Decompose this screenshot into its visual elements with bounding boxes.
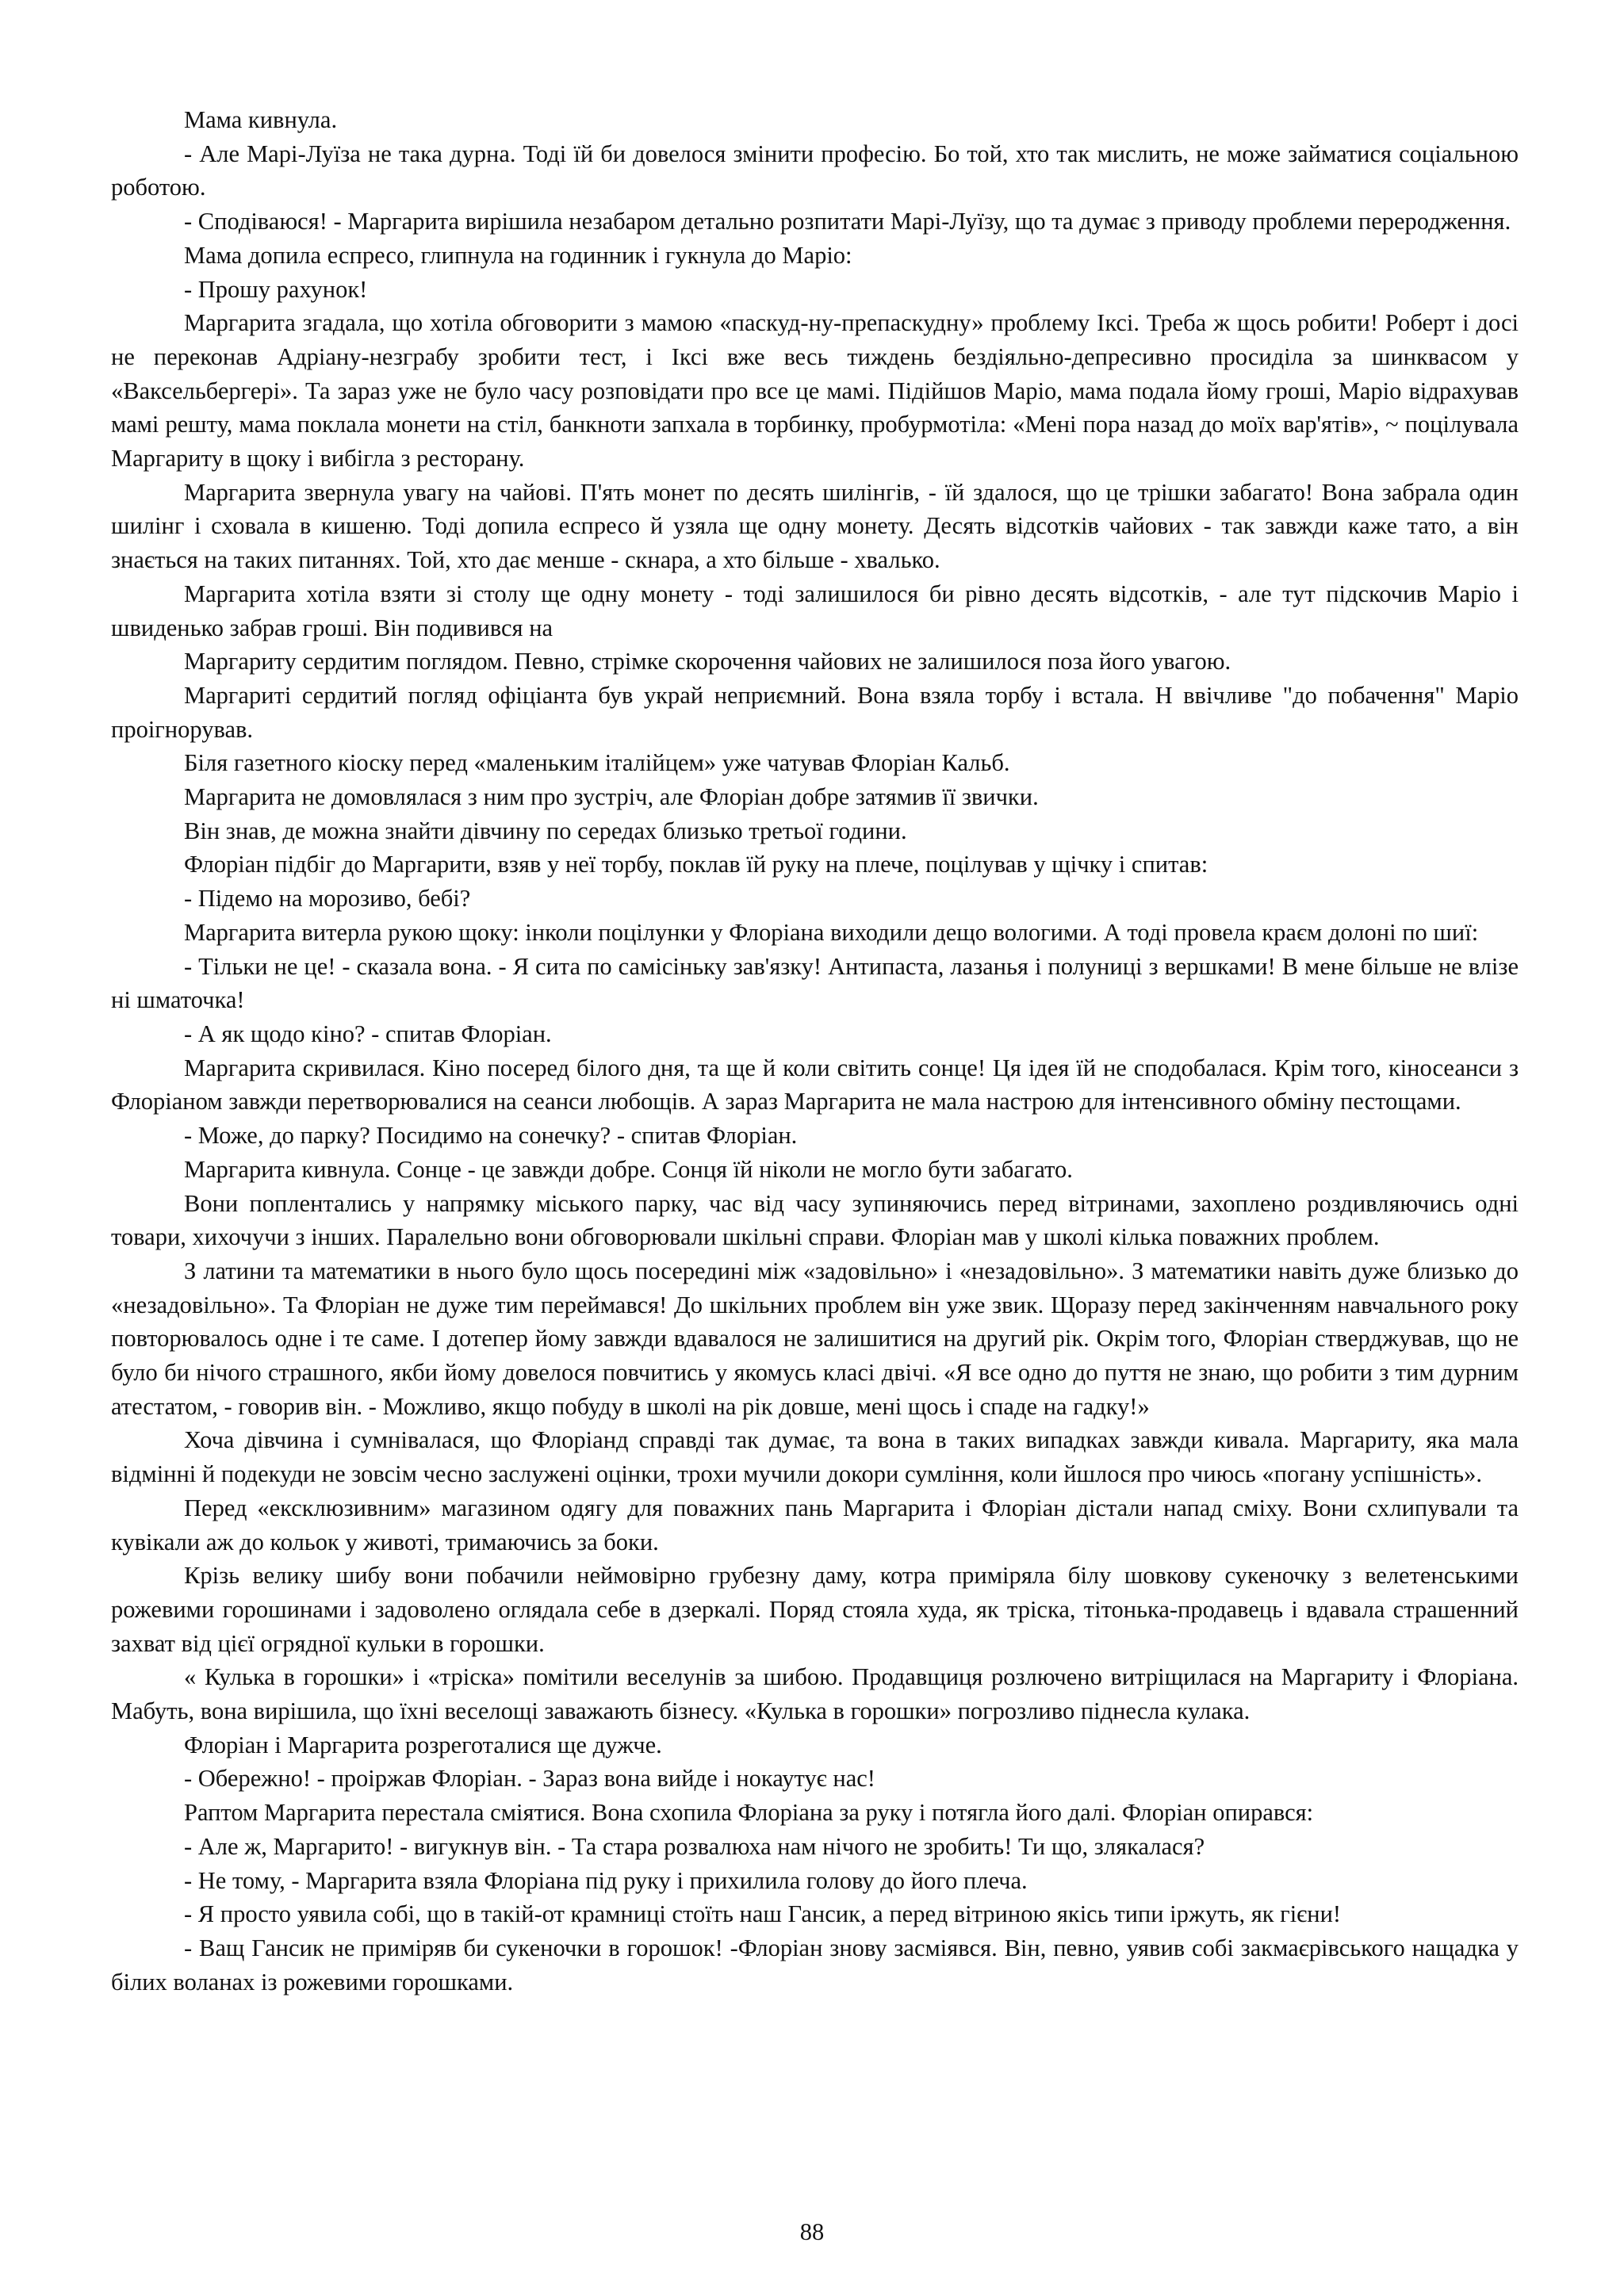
paragraph: - Я просто уявила собі, що в такій-от крамниці стоїть наш Гансик, а перед вітриною якісь типи іржуть, як гієни! <box>184 1900 1342 1928</box>
paragraph: Маргарита згадала, що хотіла обговорити з мамою «паскуд-ну-препаскудну» проблему Іксі. Треба ж щось робити! Роберт і досі не переконав Адріану-незграбу зробити тест, і Іксі вже весь тиждень бездіяльно-депресивно просиділа за шинквасом у «Ваксельбергері». Та зараз уже не було часу розповідати про все це мамі. Підійшов Маріо, мама подала йому гроші, Маріо відрахував мамі решту, мама поклала монети на стіл, банкноти запхала в торбинку, пробурмотіла: «Мені пора назад до моїх вар'ятів», ~ поцілувала Маргариту в щоку і вибігла з ресторану. <box>111 309 1519 473</box>
paragraph: Вони поплентались у напрямку міського парку, час від часу зупиняючись перед вітринами, захоплено роздивляючись одні товари, хихочучи з інших. Паралельно вони обговорювали шкільні справи. Флоріан мав у школі кілька поважних проблем. <box>111 1189 1519 1251</box>
paragraph: Він знав, де можна знайти дівчину по середах близько третьої години. <box>184 817 907 844</box>
paragraph: - Не тому, - Маргарита взяла Флоріана під руку і прихилила голову до його плеча. <box>184 1866 1028 1894</box>
paragraph: З латини та математики в нього було щось посередині між «задовільно» і «незадовільно». З математики навіть дуже близько до «незадовільно». Та Флоріан не дуже тим переймався! До шкільних проблем він уже звик. Щоразу перед закінченням навчального року повторювалось одне і те саме. І дотепер йому завжди вдавалося не залишитися на другий рік. Окрім того, Флоріан стверджував, що не було би нічого страшного, якби йому довелося повчитись у якомусь класі двічі. «Я все одно до пуття не знаю, що робити з тим дурним атестатом, - говорив він. - Можливо, якщо побуду в школі на рік довше, мені щось і спаде на гадку!» <box>111 1257 1519 1420</box>
paragraph: Біля газетного кіоску перед «маленьким італійцем» уже чатував Флоріан Кальб. <box>184 749 1010 777</box>
paragraph: « Кулька в горошки» і «тріска» помітили веселунів за шибою. Продавщиця розлючено витріщилася на Маргариту і Флоріана. Мабуть, вона вирішила, що їхні веселощі заважають бізнесу. «Кулька в горошки» погрозливо піднесла кулака. <box>111 1663 1519 1725</box>
paragraph: Маргарита кивнула. Сонце - це завжди добре. Сонця їй ніколи не могло бути забагато. <box>184 1155 1073 1183</box>
paragraph: - Але ж, Маргарито! - вигукнув він. - Та стара розвалюха нам нічого не зробить! Ти що, злякалася? <box>184 1832 1205 1860</box>
page-body <box>111 103 1519 1999</box>
page-number: 88 <box>799 2218 825 2245</box>
paragraph: - Може, до парку? Посидимо на сонечку? - спитав Флоріан. <box>184 1122 798 1150</box>
paragraph: Маргарита витерла рукою щоку: інколи поцілунки у Флоріана виходили дещо вологими. А тоді провела краєм долоні по шиї: <box>184 918 1479 946</box>
paragraph: Флоріан і Маргарита розреготалися ще дужче. <box>184 1731 662 1758</box>
paragraph: Мама кивнула. <box>184 106 338 133</box>
paragraph: - Обережно! - проіржав Флоріан. - Зараз вона вийде і нокаутує нас! <box>184 1765 875 1793</box>
paragraph: Хоча дівчина і сумнівалася, що Флоріанд справді так думає, та вона в таких випадках завжди кивала. Маргариту, яка мала відмінні й подекуди не зовсім чесно заслужені оцінки, трохи мучили докори сумління, коли йшлося про чиюсь «погану успішність». <box>111 1426 1519 1488</box>
paragraph: Маргарита не домовлялася з ним про зустріч, але Флоріан добре затямив її звички. <box>184 783 1039 811</box>
paragraph: - Прошу рахунок! <box>184 275 368 303</box>
paragraph: Флоріан підбіг до Маргарити, взяв у неї торбу, поклав їй руку на плече, поцілував у щічку і спитав: <box>184 851 1208 878</box>
paragraph: - Підемо на морозиво, бебі? <box>184 885 471 913</box>
paragraph: Мама допила еспресо, глипнула на годинник і гукнула до Маріо: <box>184 241 852 269</box>
paragraph: Маргарита хотіла взяти зі столу ще одну монету - тоді залишилося би рівно десять відсотків, - але тут підскочив Маріо і швиденько забрав гроші. Він подивився на <box>111 580 1519 641</box>
paragraph: - Сподіваюся! - Маргарита вирішила незабаром детально розпитати Марі-Луїзу, що та думає з приводу проблеми переродження. <box>184 208 1511 235</box>
paragraph: Крізь велику шибу вони побачили неймовірно грубезну даму, котра приміряла білу шовкову сукеночку з велетенськими рожевими горошинами і задоволено оглядала себе в дзеркалі. Поряд стояла худа, як тріска, тітонька-продавець і вдавала страшенний захват від цієї огрядної кульки в горошки. <box>111 1562 1519 1657</box>
paragraph: Маргариті сердитий погляд офіціанта був украй неприємний. Вона взяла торбу і встала. Н ввічливе "до побачення" Маріо проігнорував. <box>111 681 1519 743</box>
paragraph: - Ващ Гансик не приміряв би сукеночки в горошок! -Флоріан знову засміявся. Він, певно, уявив собі закмаєрівського нащадка у білих воланах із рожевими горошками. <box>111 1934 1519 1996</box>
paragraph: - Тільки не це! - сказала вона. - Я сита по самісіньку зав'язку! Антипаста, лазанья і полуниці з вершками! В мене більше не влізе ні шматочка! <box>111 952 1519 1014</box>
paragraph: Маргарита звернула увагу на чайові. П'ять монет по десять шилінгів, - їй здалося, що це трішки забагато! Вона забрала один шилінг і сховала в кишеню. Тоді допила еспресо й узяла ще одну монету. Десять відсотків чайових - так завжди каже тато, а він знається на таких питаннях. Той, хто дає менше - скнара, а хто більше - хвалько. <box>111 478 1519 574</box>
paragraph: Маргариту сердитим поглядом. Певно, стрімке скорочення чайових не залишилося поза його увагою. <box>184 648 1231 675</box>
paragraph: - А як щодо кіно? - спитав Флоріан. <box>184 1020 552 1047</box>
paragraph: Раптом Маргарита перестала сміятися. Вона схопила Флоріана за руку і потягла його далі. Флоріан опирався: <box>184 1799 1314 1827</box>
paragraph: - Але Марі-Луїза не така дурна. Тоді їй би довелося змінити професію. Бо той, хто так мислить, не може займатися соціальною роботою. <box>111 140 1519 201</box>
paragraph: Маргарита скривилася. Кіно посеред білого дня, та ще й коли світить сонце! Ця ідея їй не сподобалася. Крім того, кіносеанси з Флоріаном завжди перетворювалися на сеанси любощів. А зараз Маргарита не мала настрою для інтенсивного обміну пестощами. <box>111 1054 1519 1115</box>
paragraph: Перед «ексклюзивним» магазином одягу для поважних пань Маргарита і Флоріан дістали напад сміху. Вони схлипували та кувікали аж до кольок у животі, тримаючись за боки. <box>111 1494 1519 1556</box>
